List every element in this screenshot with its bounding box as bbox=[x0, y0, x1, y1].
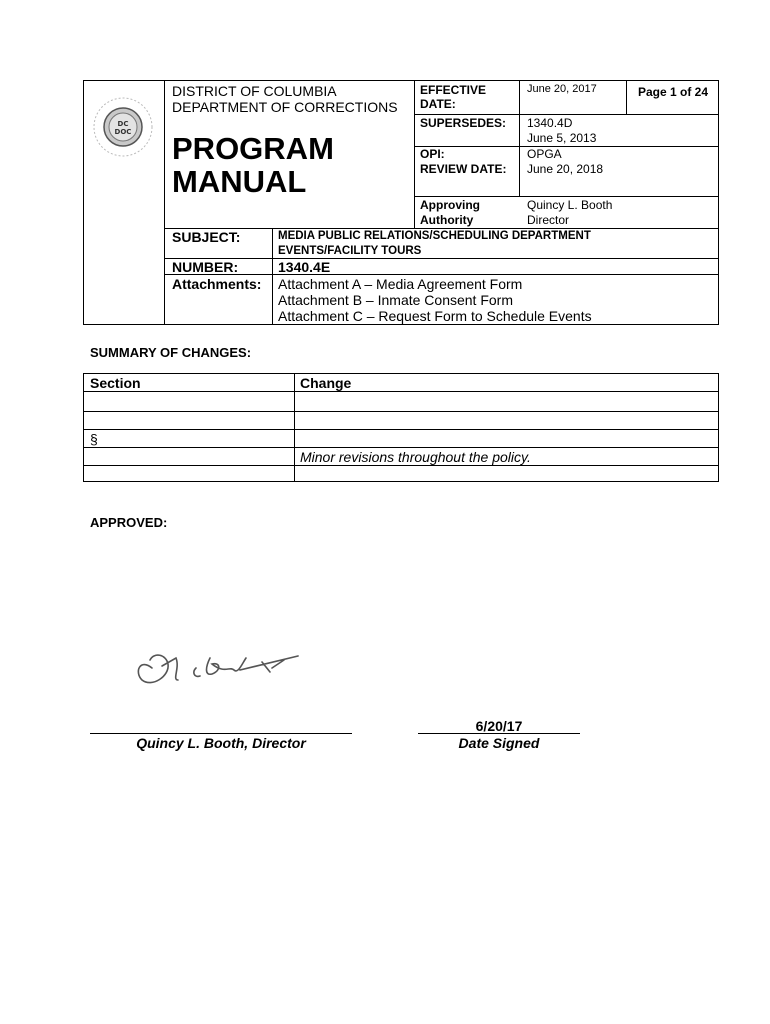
signature-line bbox=[90, 733, 352, 734]
effective-label-line-2: DATE: bbox=[420, 97, 456, 111]
attachment-c: Attachment C – Request Form to Schedule Events bbox=[278, 308, 592, 324]
col-header-section: Section bbox=[90, 375, 141, 391]
svg-text:DC: DC bbox=[117, 120, 129, 128]
svg-text:DOC: DOC bbox=[114, 128, 132, 136]
opi-label: OPI: bbox=[420, 147, 445, 161]
subject-label: SUBJECT: bbox=[172, 229, 241, 245]
doc-title-line-2: MANUAL bbox=[172, 164, 307, 199]
agency-line-2: DEPARTMENT OF CORRECTIONS bbox=[172, 99, 398, 115]
approving-value-line-2: Director bbox=[527, 213, 570, 227]
subject-line-2: EVENTS/FACILITY TOURS bbox=[278, 245, 422, 257]
subject-line-1: MEDIA PUBLIC RELATIONS/SCHEDULING DEPARTMENT bbox=[278, 230, 591, 242]
date-line bbox=[418, 733, 580, 734]
signer-name: Quincy L. Booth, Director bbox=[136, 735, 306, 751]
supersedes-label: SUPERSEDES: bbox=[420, 116, 507, 130]
approving-label-line-1: Approving bbox=[420, 198, 480, 212]
effective-label-line-1: EFFECTIVE bbox=[420, 83, 487, 97]
review-date-value: June 20, 2018 bbox=[527, 162, 604, 176]
attachment-a: Attachment A – Media Agreement Form bbox=[278, 276, 523, 292]
doc-title-line-1: PROGRAM bbox=[172, 131, 334, 166]
agency-line-1: DISTRICT OF COLUMBIA bbox=[172, 83, 337, 99]
opi-value: OPGA bbox=[527, 147, 562, 161]
number-value: 1340.4E bbox=[278, 259, 331, 275]
approved-heading: APPROVED: bbox=[90, 515, 168, 530]
effective-value: June 20, 2017 bbox=[527, 83, 597, 95]
attachment-b: Attachment B – Inmate Consent Form bbox=[278, 292, 513, 308]
review-date-label: REVIEW DATE: bbox=[420, 162, 507, 176]
director-signature bbox=[112, 628, 312, 708]
number-label: NUMBER: bbox=[172, 259, 239, 275]
approving-value-line-1: Quincy L. Booth bbox=[527, 198, 613, 212]
supersedes-value-1: 1340.4D bbox=[527, 116, 573, 130]
attachments-label: Attachments: bbox=[172, 276, 262, 292]
date-signed-label: Date Signed bbox=[458, 735, 540, 751]
date-signed-value: 6/20/17 bbox=[475, 718, 523, 734]
supersedes-value-2: June 5, 2013 bbox=[527, 131, 597, 145]
table-row-4-change: Minor revisions throughout the policy. bbox=[300, 449, 531, 465]
dc-doc-seal-icon bbox=[92, 96, 154, 158]
summary-heading: SUMMARY OF CHANGES: bbox=[90, 345, 252, 360]
page-label: Page 1 of 24 bbox=[638, 85, 709, 99]
table-row-3-section: § bbox=[90, 431, 98, 447]
approving-label-line-2: Authority bbox=[420, 213, 474, 227]
col-header-change: Change bbox=[300, 375, 352, 391]
